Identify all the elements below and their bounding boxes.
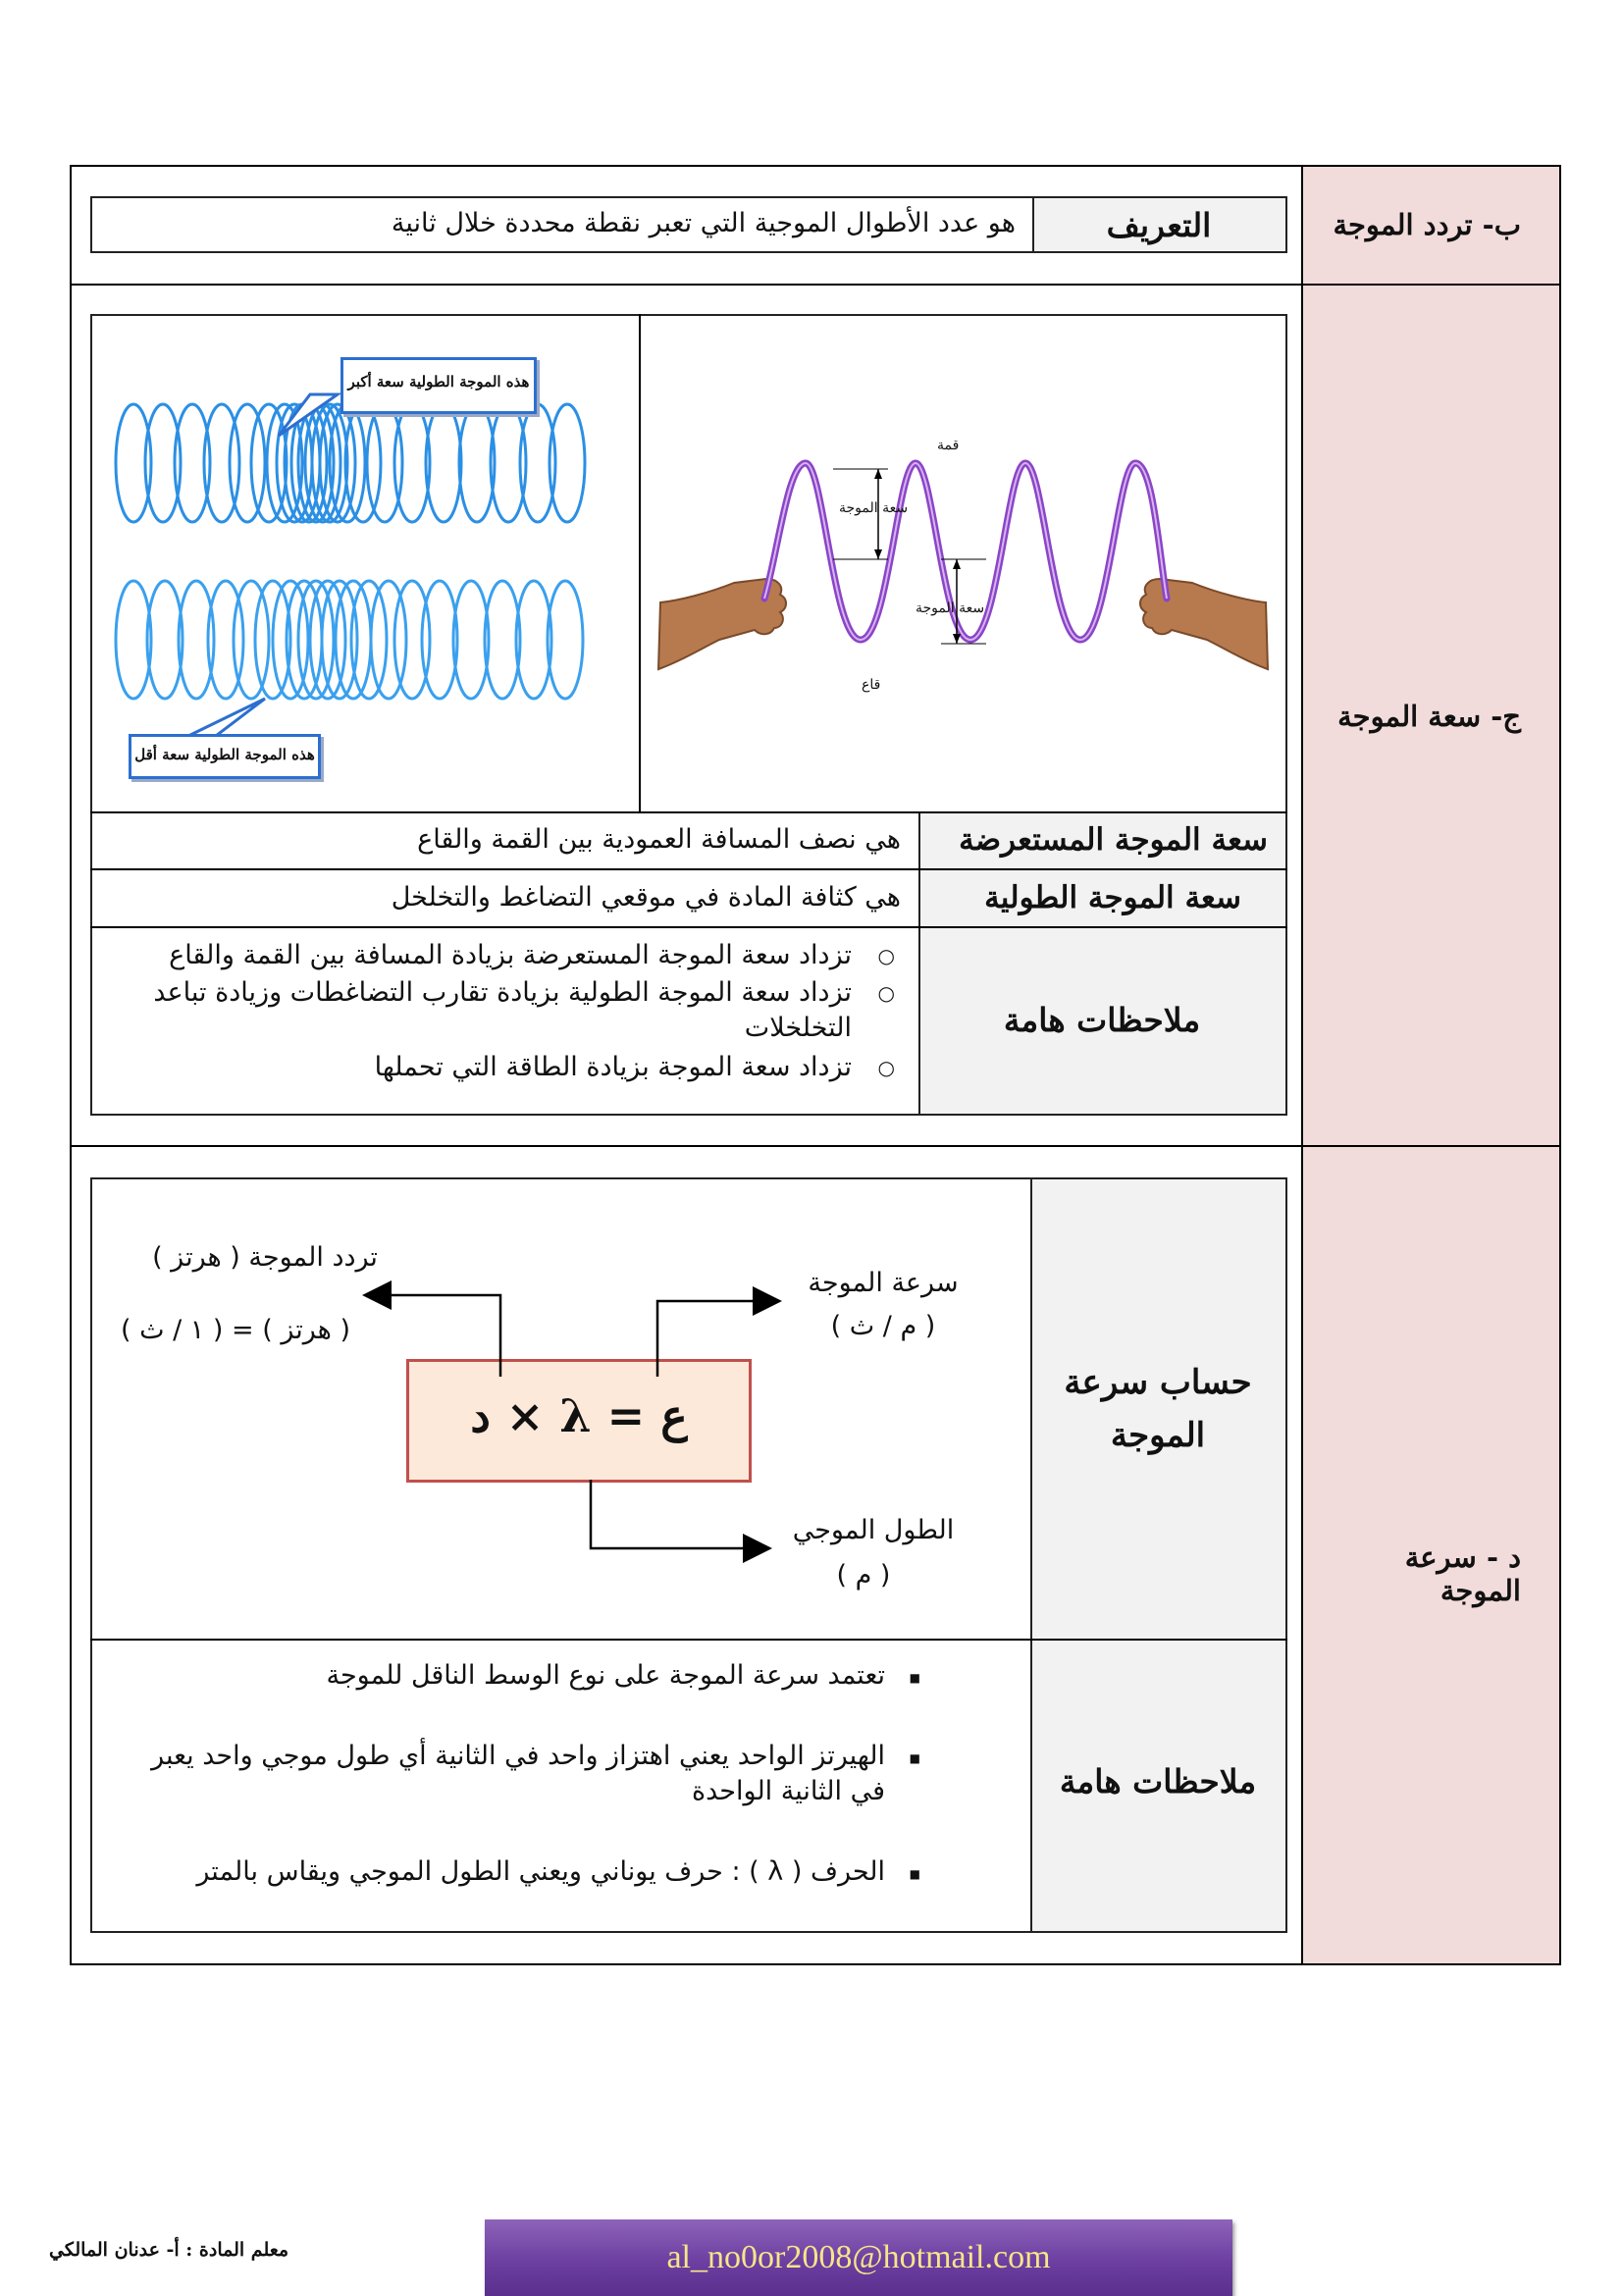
longitudinal-amplitude-label: سعة الموجة الطولية: [984, 880, 1241, 915]
spring-bottom: [116, 581, 583, 699]
list-item: ■ الحرف ( λ ) : حرف يوناني ويعني الطول الموجي ويقاس بالمتر: [128, 1854, 942, 1890]
longitudinal-amplitude-text: هي كثافة المادة في موقعي التضاغط والتخلخل: [391, 882, 901, 913]
callout-top-text: هذه الموجة الطولية سعة أكبر: [347, 373, 530, 391]
list-item: ■ تعتمد سرعة الموجة على نوع الوسط الناقل للموجة: [128, 1658, 942, 1694]
list-item: ○ تزداد سعة الموجة المستعرضة بزيادة المسافة بين القمة والقاع: [108, 938, 909, 973]
speed-unit: ( م / ث ): [830, 1311, 936, 1341]
crest-label: قمة: [937, 438, 960, 453]
speed-notes: [128, 1658, 942, 1890]
section-title-frequency: ب- تردد الموجة: [1333, 208, 1521, 241]
amplitude-notes: [108, 938, 909, 1085]
amplitude-notes-label: ملاحظات هامة: [1003, 1001, 1201, 1039]
list-item: ○ تزداد سعة الموجة الطولية بزيادة تقارب التضاغطات وزيادة تباعد التخلخلات: [108, 975, 909, 1046]
callout-bottom-text: هذه الموجة الطولية سعة أقل: [134, 746, 315, 763]
amp-label-row-sep-1: [918, 868, 1285, 870]
wavelength-unit: ( م ): [836, 1560, 891, 1591]
definition-label: التعريف: [1106, 206, 1212, 244]
spring-top: [116, 404, 585, 522]
list-item: ■ الهيرتز الواحد يعني اهتزاز واحد في الثانية أي طول موجي واحد يعبر في الثانية الواحدة: [128, 1739, 942, 1809]
speed-notes-label: ملاحظات هامة: [1059, 1762, 1257, 1800]
right-hand-icon: [1140, 579, 1268, 669]
transverse-amplitude-text: هي نصف المسافة العمودية بين القمة والقاع: [417, 824, 901, 855]
section-title-speed: د - سرعة الموجة: [1404, 1540, 1521, 1607]
wavelength-label: الطول الموجي: [792, 1515, 955, 1545]
amplitude-label-2: سعة الموجة: [916, 600, 985, 616]
email-banner[interactable]: al_no0or2008@hotmail.com: [485, 2219, 1232, 2296]
speed-row-line: [90, 1639, 1287, 1641]
column-divider: [1301, 165, 1303, 1965]
row-divider-2: [70, 1145, 1561, 1147]
section-title-amplitude: ج- سعة الموجة: [1337, 700, 1521, 733]
teacher-credit: معلم المادة : أ- عدنان المالكي: [49, 2239, 289, 2261]
amp-label-col: [918, 813, 1285, 1114]
transverse-amplitude-label: سعة الموجة المستعرضة: [959, 822, 1268, 858]
speed-calc-label: حساب سرعة الموجة: [1064, 1363, 1252, 1455]
frequency-unit: ( هرتز ) = ( ١ / ث ): [121, 1315, 350, 1345]
frequency-label: تردد الموجة ( هرتز ): [152, 1242, 378, 1273]
row-divider-1: [70, 284, 1561, 286]
trough-label: قاع: [862, 677, 881, 693]
amp-label-row-sep-2: [918, 926, 1285, 928]
speed-label: سرعة الموجة: [808, 1268, 959, 1298]
list-item: ○ تزداد سعة الموجة بزيادة الطاقة التي تحملها: [108, 1050, 909, 1085]
formula: ع = λ × د: [470, 1389, 688, 1442]
definition-text: هو عدد الأطوال الموجية التي تعبر نقطة محددة خلال ثانية: [391, 208, 1016, 238]
amplitude-label-1: سعة الموجة: [839, 500, 909, 516]
transverse-wave-figure: [641, 316, 1285, 810]
